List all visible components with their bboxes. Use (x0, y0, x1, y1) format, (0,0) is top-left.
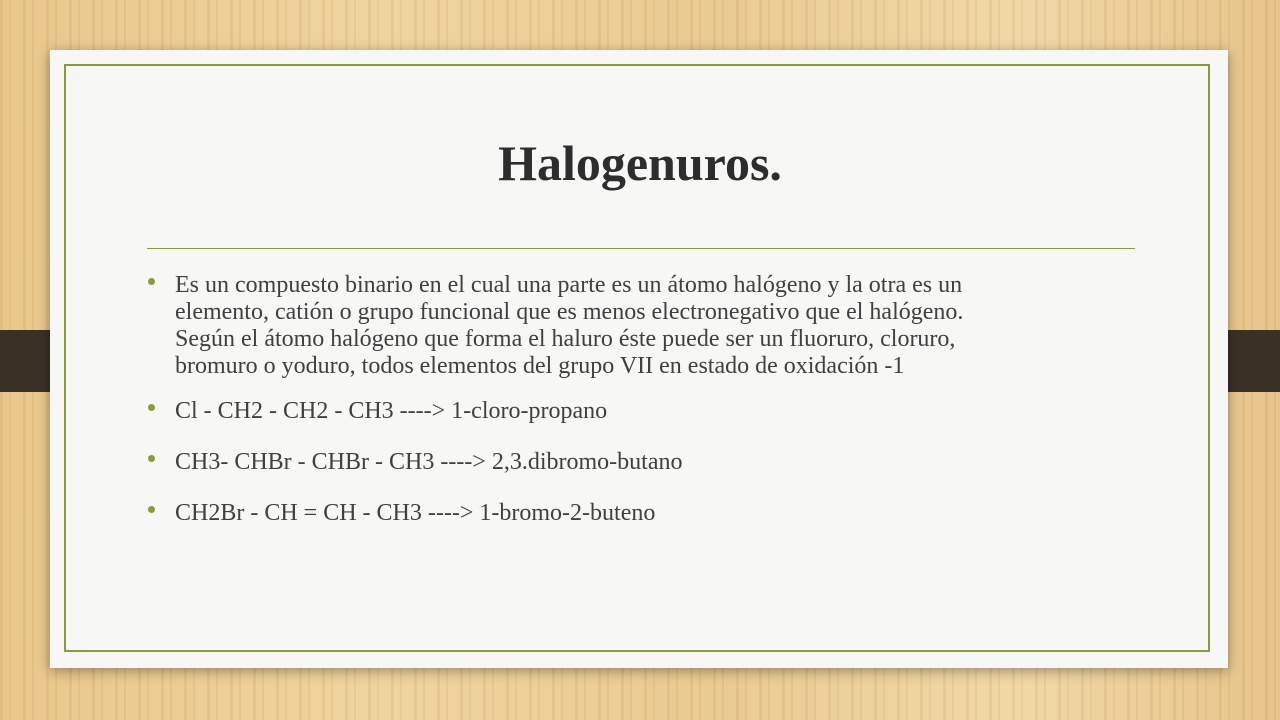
bullet-dot-icon (148, 455, 155, 462)
bullet-text: Es un compuesto binario en el cual una parte es un átomo halógeno y la otra es un elemento, catión o grupo funcional que es menos electronegativo que el halógeno. Según el átomo halógeno que forma el haluro éste puede ser un fluoruro, cloruro, bromuro o yoduro, todos elementos del grupo VII en estado de oxidación -1 (175, 272, 964, 379)
bullet-list (148, 272, 1148, 547)
bullet-text: CH2Br - CH = CH - CH3 ----> 1-bromo-2-buteno (175, 500, 656, 526)
bullet-dot-icon (148, 404, 155, 411)
bullet-dot-icon (148, 506, 155, 513)
bullet-item-example-2 (148, 449, 1148, 476)
bullet-text: CH3- CHBr - CHBr - CH3 ----> 2,3.dibromo-butano (175, 449, 683, 475)
bullet-item-example-3 (148, 500, 1148, 527)
slide-title: Halogenuros. (498, 135, 782, 191)
bullet-item-example-1 (148, 398, 1148, 425)
title-divider (147, 248, 1135, 249)
bullet-item-definition (148, 272, 997, 380)
bullet-text: Cl - CH2 - CH2 - CH3 ----> 1-cloro-propano (175, 398, 608, 424)
bullet-dot-icon (148, 278, 155, 285)
